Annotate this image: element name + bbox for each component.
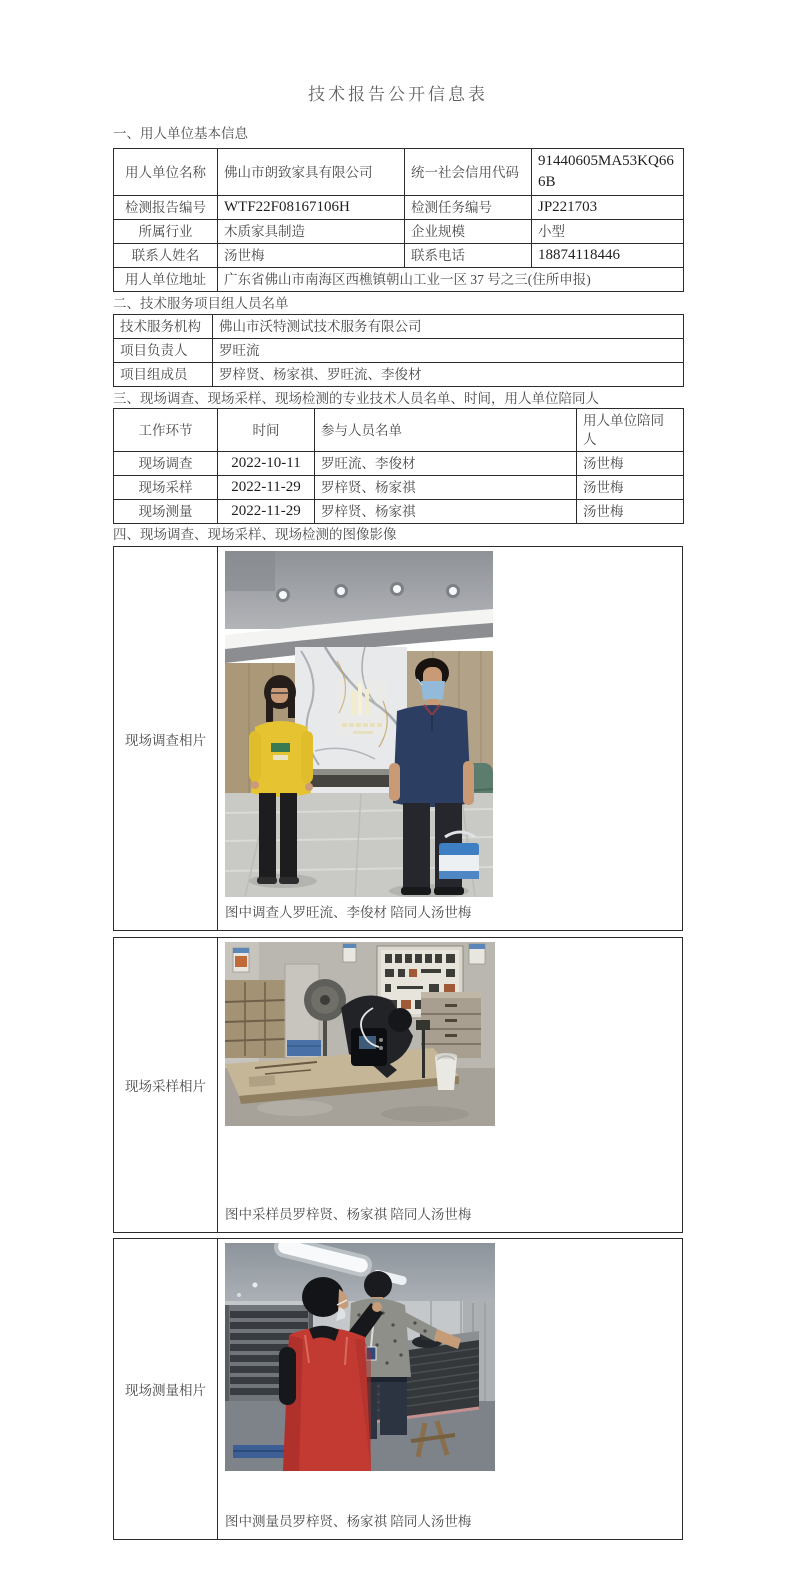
photo-cell [218,938,682,1232]
page-title: 技术报告公开信息表 [308,85,488,104]
section4-heading: 四、现场调查、现场采样、现场检测的图像影像 [113,527,397,542]
work-step: 现场调查 [114,452,218,476]
table-row [114,196,684,220]
work-step: 现场采样 [114,476,218,500]
field-value: 罗旺流 [213,339,684,363]
work-escort: 汤世梅 [577,476,684,500]
field-value: 小型 [532,220,684,244]
field-value: 广东省佛山市南海区西樵镇朝山工业一区 37 号之三(住所申报) [218,268,684,292]
field-label: 检测任务编号 [405,196,532,220]
work-escort: 汤世梅 [577,452,684,476]
column-header: 用人单位陪同人 [577,409,684,452]
field-value: 木质家具制造 [218,220,405,244]
project-team-table [113,314,684,387]
table-header-row [114,409,684,452]
work-people: 罗梓贤、杨家祺 [315,500,577,524]
column-header: 工作环节 [114,409,218,452]
factory-measurement-photo [225,1243,495,1471]
work-date: 2022-11-29 [218,476,315,500]
field-label: 统一社会信用代码 [405,149,532,196]
photo-row-survey [113,546,683,931]
field-value: JP221703 [532,196,684,220]
photo-label: 现场采样相片 [114,938,218,1232]
field-value: 汤世梅 [218,244,405,268]
photo-caption: 图中采样员罗梓贤、杨家祺 陪同人汤世梅 [225,1207,472,1222]
section3-heading: 三、现场调查、现场采样、现场检测的专业技术人员名单、时间，用人单位陪同人 [113,391,599,406]
photo-caption: 图中调查人罗旺流、李俊材 陪同人汤世梅 [225,905,472,920]
field-label: 检测报告编号 [114,196,218,220]
photo-row-sampling [113,937,683,1233]
work-date: 2022-11-29 [218,500,315,524]
field-label: 所属行业 [114,220,218,244]
photo-caption: 图中测量员罗梓贤、杨家祺 陪同人汤世梅 [225,1514,472,1529]
site-work-table [113,408,684,524]
field-value: 91440605MA53KQ666B [532,149,684,196]
photo-label: 现场测量相片 [114,1239,218,1539]
field-value: 佛山市朗致家具有限公司 [218,149,405,196]
employer-info-table [113,148,684,292]
work-escort: 汤世梅 [577,500,684,524]
document-content [113,0,683,1540]
workshop-sampling-photo [225,942,495,1126]
table-row [114,363,684,387]
work-date: 2022-10-11 [218,452,315,476]
field-value: 罗梓贤、杨家祺、罗旺流、李俊材 [213,363,684,387]
table-row [114,476,684,500]
photo-row-measurement [113,1238,683,1540]
photo-cell [218,1239,682,1539]
field-label: 联系电话 [405,244,532,268]
work-people: 罗旺流、李俊材 [315,452,577,476]
table-row [114,149,684,196]
field-label: 项目负责人 [114,339,213,363]
column-header: 时间 [218,409,315,452]
table-row [114,339,684,363]
field-label: 企业规模 [405,220,532,244]
field-label: 技术服务机构 [114,315,213,339]
section2-heading: 二、技术服务项目组人员名单 [113,296,289,311]
table-row [114,220,684,244]
work-step: 现场测量 [114,500,218,524]
table-row [114,452,684,476]
showroom-survey-photo [225,551,493,897]
field-label: 联系人姓名 [114,244,218,268]
column-header: 参与人员名单 [315,409,577,452]
field-label: 项目组成员 [114,363,213,387]
table-row [114,268,684,292]
field-value: 18874118446 [532,244,684,268]
field-value: 佛山市沃特测试技术服务有限公司 [213,315,684,339]
photo-cell [218,547,682,930]
work-people: 罗梓贤、杨家祺 [315,476,577,500]
table-row [114,315,684,339]
table-row [114,500,684,524]
section1-heading: 一、用人单位基本信息 [113,126,248,141]
field-value: WTF22F08167106H [218,196,405,220]
field-label: 用人单位名称 [114,149,218,196]
field-label: 用人单位地址 [114,268,218,292]
table-row [114,244,684,268]
photo-label: 现场调查相片 [114,547,218,930]
